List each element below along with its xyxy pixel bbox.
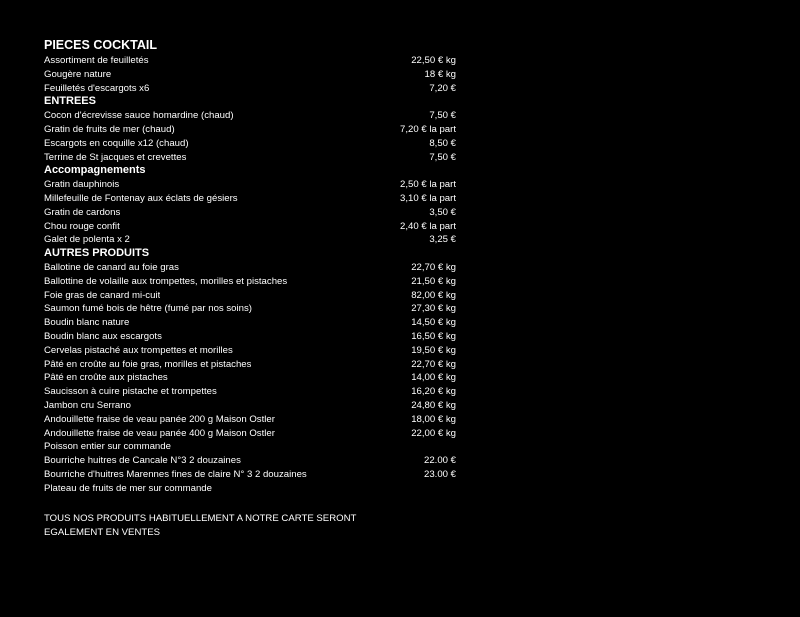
item-price: 22.00 €: [423, 455, 456, 467]
item-name: Gougère nature: [44, 68, 112, 80]
section-entrees: [44, 95, 456, 164]
menu-item: [44, 178, 456, 192]
item-name: Gratin de fruits de mer (chaud): [44, 123, 175, 135]
item-name: Bourriche d'huitres Marennes fines de claire N° 3 2 douzaines: [44, 468, 307, 480]
menu-item: [44, 302, 456, 316]
menu-item: [44, 123, 456, 137]
item-name: Chou rouge confit: [44, 220, 120, 232]
item-price: 7,20 € la part: [399, 123, 456, 135]
section-title: Accompagnements: [44, 164, 146, 177]
menu-item: [44, 151, 456, 165]
menu-item: [44, 82, 456, 96]
item-price: 2,40 € la part: [399, 220, 456, 232]
section-pieces-cocktail: [44, 38, 456, 95]
item-price: 3,10 € la part: [399, 192, 456, 204]
menu-list: [44, 38, 456, 496]
item-price: 14,00 € kg: [411, 372, 456, 384]
section-autres-produits: [44, 247, 456, 495]
item-price: 22,70 € kg: [411, 261, 456, 273]
menu-item: [44, 261, 456, 275]
menu-item: [44, 206, 456, 220]
item-name: Ballotine de canard au foie gras: [44, 261, 179, 273]
item-price: 7,50 €: [429, 151, 456, 163]
item-name: Boudin blanc nature: [44, 317, 130, 329]
section-title: AUTRES PRODUITS: [44, 247, 150, 260]
item-name: Escargots en coquille x12 (chaud): [44, 137, 189, 149]
item-name: Feuilletés d'escargots x6: [44, 82, 150, 94]
menu-item: [44, 468, 456, 482]
item-price: 22,00 € kg: [411, 427, 456, 439]
menu-item: [44, 371, 456, 385]
item-name: Andouillette fraise de veau panée 200 g Maison Ostler: [44, 413, 275, 425]
item-name: Pâté en croûte au foie gras, morilles et pistaches: [44, 358, 252, 370]
item-name: Plateau de fruits de mer sur commande: [44, 482, 212, 494]
item-name: Cocon d'écrevisse sauce homardine (chaud): [44, 110, 234, 122]
menu-item: [44, 233, 456, 247]
menu-item: [44, 68, 456, 82]
item-price: 14,50 € kg: [411, 317, 456, 329]
item-name: Foie gras de canard mi-cuit: [44, 289, 161, 301]
section-accompagnements: [44, 164, 456, 247]
item-name: Bourriche huitres de Cancale N°3 2 douzaines: [44, 455, 241, 467]
section-title: PIECES COCKTAIL: [44, 38, 157, 52]
menu-item: [44, 440, 456, 454]
menu-item: [44, 289, 456, 303]
item-name: Andouillette fraise de veau panée 400 g Maison Ostler: [44, 427, 275, 439]
item-price: 23.00 €: [423, 468, 456, 480]
menu-item: [44, 275, 456, 289]
item-price: 19,50 € kg: [411, 344, 456, 356]
item-name: Jambon cru Serrano: [44, 399, 131, 411]
item-price: 16,50 € kg: [411, 330, 456, 342]
footer-line: TOUS NOS PRODUITS HABITUELLEMENT A NOTRE CARTE SERONT: [44, 513, 357, 524]
item-name: Ballottine de volaille aux trompettes, morilles et pistaches: [44, 275, 288, 287]
footer-line: EGALEMENT EN VENTES: [44, 527, 161, 538]
item-name: Gratin de cardons: [44, 206, 121, 218]
item-name: Saumon fumé bois de hêtre (fumé par nos soins): [44, 303, 252, 315]
item-name: Gratin dauphinois: [44, 179, 120, 191]
item-price: 82,00 € kg: [411, 289, 456, 301]
menu-item: [44, 344, 456, 358]
menu-item: [44, 399, 456, 413]
menu-item: [44, 358, 456, 372]
item-name: Assortiment de feuilletés: [44, 55, 149, 66]
item-price: 27,30 € kg: [411, 303, 456, 315]
item-name: Galet de polenta x 2: [44, 234, 130, 246]
menu-item: [44, 330, 456, 344]
menu-item: [44, 54, 456, 68]
footer-notice: [44, 512, 356, 540]
menu-item: [44, 109, 456, 123]
item-name: Poisson entier sur commande: [44, 441, 171, 453]
menu-item: [44, 385, 456, 399]
item-price: 18,00 € kg: [411, 413, 456, 425]
item-price: 3,50 €: [429, 206, 456, 218]
item-price: 22,50 € kg: [411, 55, 456, 66]
item-price: 7,50 €: [429, 110, 456, 122]
item-price: 18 € kg: [424, 68, 456, 80]
menu-item: [44, 482, 456, 496]
menu-item: [44, 192, 456, 206]
item-price: 7,20 €: [429, 82, 456, 94]
menu-item: [44, 220, 456, 234]
item-name: Saucisson à cuire pistache et trompettes: [44, 386, 217, 398]
menu-item: [44, 316, 456, 330]
item-name: Cervelas pistaché aux trompettes et morilles: [44, 344, 233, 356]
item-price: 8,50 €: [429, 137, 456, 149]
menu-item: [44, 137, 456, 151]
item-name: Boudin blanc aux escargots: [44, 330, 162, 342]
menu-item: [44, 427, 456, 441]
item-name: Terrine de St jacques et crevettes: [44, 151, 187, 163]
item-price: 21,50 € kg: [411, 275, 456, 287]
item-price: 24,80 € kg: [411, 399, 456, 411]
item-name: Pâté en croûte aux pistaches: [44, 372, 168, 384]
menu-item: [44, 413, 456, 427]
item-price: 2,50 € la part: [399, 179, 456, 191]
item-price: 22,70 € kg: [411, 358, 456, 370]
item-name: Millefeuille de Fontenay aux éclats de gésiers: [44, 192, 238, 204]
menu-item: [44, 454, 456, 468]
item-price: 16,20 € kg: [411, 386, 456, 398]
item-price: 3,25 €: [429, 234, 456, 246]
section-title: ENTREES: [44, 95, 96, 108]
